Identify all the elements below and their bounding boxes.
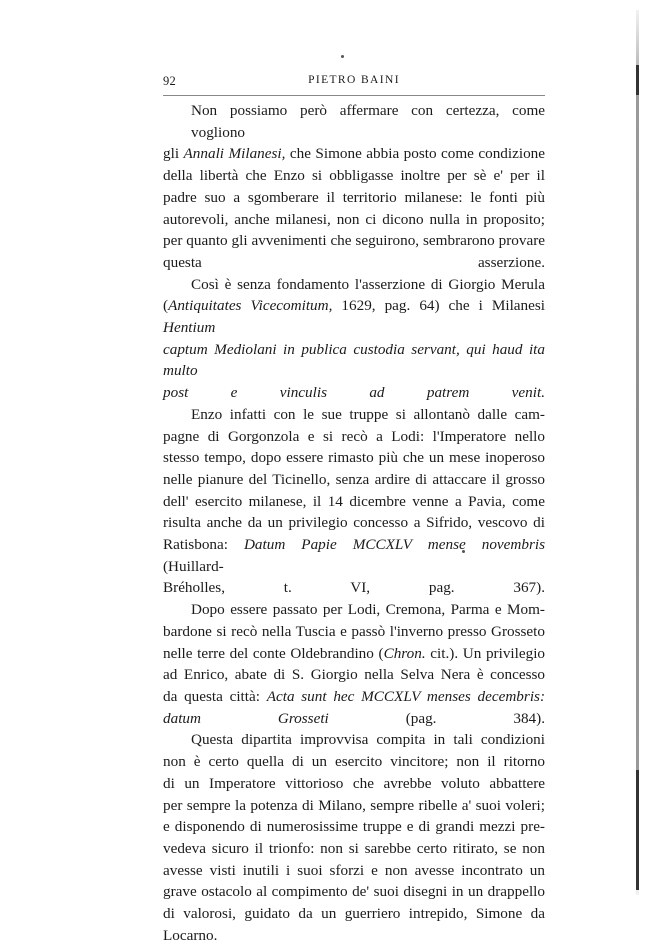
text-line: Locarno. bbox=[163, 926, 218, 944]
italic-quote: Hentium bbox=[163, 319, 216, 337]
text-line: di un Imperatore vittorioso che avrebbe voluto abbattere bbox=[163, 774, 545, 792]
body-text bbox=[163, 100, 545, 946]
text-line: della libertà che Enzo si obbligasse inoltre per sè e' per il bbox=[163, 167, 545, 185]
text-line: pagne di Gorgonzola e si recò a Lodi: l'Imperatore nello bbox=[163, 427, 545, 445]
text-line: post e vinculis ad patrem venit. bbox=[163, 384, 545, 402]
page-number: 92 bbox=[163, 74, 177, 88]
running-head: PIETRO BAINI bbox=[308, 74, 400, 86]
text-line: datum Grosseti (pag. 384). bbox=[163, 709, 546, 727]
text-line: per sempre la potenza di Milano, sempre ribelle a' suoi voleri; bbox=[163, 796, 545, 814]
text-line: stesso tempo, dopo essere rimasto più che un mese inoperoso bbox=[163, 449, 545, 467]
text-line: per quanto gli avvenimenti che seguirono, sembrarono provare bbox=[163, 232, 545, 250]
text-line: gli Annali Milanesi, che Simone abbia posto come condizione bbox=[163, 145, 545, 163]
text-line: e disponendo di numerosissime truppe e di grandi mezzi pre- bbox=[163, 818, 545, 836]
text-line: Ratisbona: Datum Papie MCCXLV mense novembris (Huillard- bbox=[163, 536, 545, 575]
text-line: bardone si recò nella Tuscia e passò l'inverno presso Grosseto bbox=[163, 622, 545, 640]
text-line: dell' esercito milanese, il 14 dicembre venne a Pavia, come bbox=[163, 492, 545, 510]
italic-quote: Datum Papie MCCXLV mense novembris bbox=[243, 536, 545, 554]
text-line: autorevoli, anche milanesi, non ci dicono nulla in proposito; bbox=[163, 210, 545, 228]
text-line: da questa città: Acta sunt hec MCCXLV menses decembris: bbox=[163, 687, 546, 705]
paragraph-3 bbox=[163, 404, 545, 599]
italic-quote: datum Grosseti bbox=[163, 709, 329, 727]
text-line: di valorosi, guidato da un guerriero intrepido, Simone da bbox=[163, 905, 545, 923]
italic-quote: Acta sunt hec MCCXLV menses decembris: bbox=[266, 687, 546, 705]
italic-title: Chron. bbox=[383, 644, 426, 662]
text-line: Così è senza fondamento l'asserzione di Giorgio Merula bbox=[191, 275, 545, 293]
text-line: avesse visti inutili i suoi sforzi e non avesse incontrato un bbox=[163, 861, 545, 879]
text-line: ad Enrico, abate di S. Giorgio nella Selva Nera è concesso bbox=[163, 666, 545, 684]
header-rule bbox=[163, 95, 545, 96]
text-line: Enzo infatti con le sue truppe si allontanò dalle cam- bbox=[191, 405, 545, 423]
text-line: nelle terre del conte Oldebrandino (Chron. cit.). Un privilegio bbox=[163, 644, 546, 662]
text-line: captum Mediolani in publica custodia servant, qui haud ita multo bbox=[163, 340, 545, 380]
page-edge bbox=[636, 10, 639, 895]
page-header bbox=[163, 74, 545, 92]
text-line: grave ostacolo al compimento de' suoi disegni in un drappello bbox=[163, 883, 545, 901]
text-line: (Antiquitates Vicecomitum, 1629, pag. 64) che i Milanesi Hentium bbox=[163, 297, 545, 337]
page-edge-shadow-top bbox=[636, 65, 639, 95]
text-line: Non possiamo però affermare con certezza, come vogliono bbox=[191, 102, 545, 141]
text-line: Questa dipartita improvvisa compita in tali condizioni bbox=[191, 731, 545, 749]
paragraph-5 bbox=[163, 729, 545, 946]
paragraph-1 bbox=[163, 100, 545, 274]
text-line: non è certo quella di un esercito vincitore; non il ritorno bbox=[163, 753, 545, 771]
page-edge-shadow-bottom bbox=[636, 770, 639, 890]
italic-title: Annali Milanesi, bbox=[183, 145, 286, 163]
italic-title: Antiquitates Vicecomitum, bbox=[168, 297, 333, 315]
text-line: vedeva sicuro il trionfo: non si sarebbe certo ritirato, se non bbox=[163, 839, 545, 857]
paragraph-4 bbox=[163, 599, 545, 729]
text-line: Dopo essere passato per Lodi, Cremona, Parma e Mom- bbox=[191, 601, 545, 619]
text-line: risulta anche da un privilegio concesso a Sifrido, vescovo di bbox=[163, 514, 545, 532]
text-line: padre suo a sgomberare il territorio milanese: le fonti più bbox=[163, 188, 545, 206]
scan-speck bbox=[341, 55, 344, 58]
paragraph-2 bbox=[163, 274, 545, 404]
text-line: nelle pianure del Ticinello, senza ardire di attaccare il grosso bbox=[163, 470, 545, 488]
text-line: questa asserzione. bbox=[163, 253, 545, 271]
text-line: Bréholles, t. VI, pag. 367). bbox=[163, 579, 545, 597]
